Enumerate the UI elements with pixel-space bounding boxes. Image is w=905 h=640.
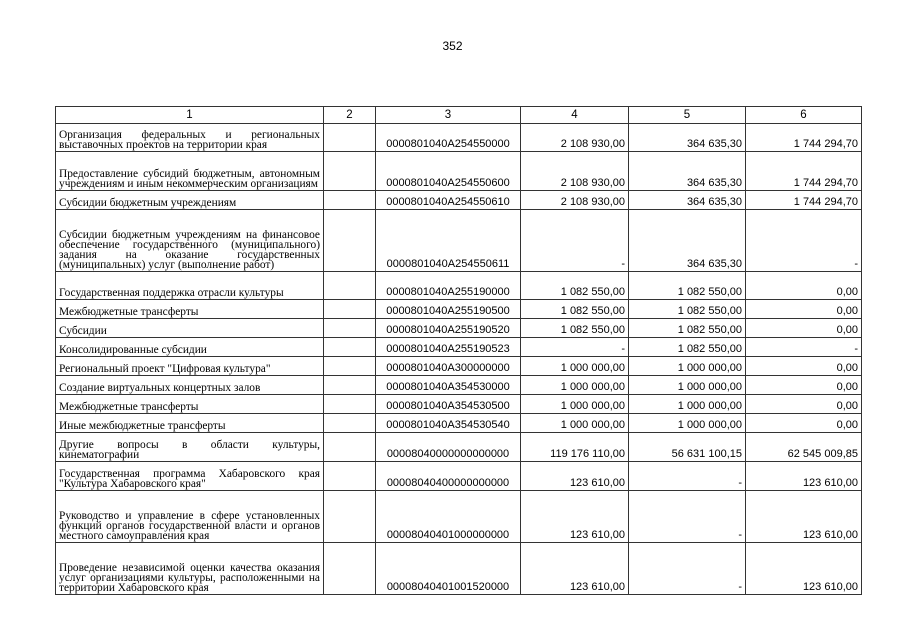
row-col2 xyxy=(324,376,376,395)
table-row xyxy=(56,357,862,376)
row-value-col5: 1 000 000,00 xyxy=(629,376,746,395)
row-value-col5: 364 635,30 xyxy=(629,191,746,210)
row-value-col4: 1 000 000,00 xyxy=(521,395,629,414)
row-value-col4: 1 082 550,00 xyxy=(521,272,629,300)
row-value-col4: 1 000 000,00 xyxy=(521,376,629,395)
row-col2 xyxy=(324,414,376,433)
table-header-row xyxy=(56,107,862,124)
row-value-col5: 364 635,30 xyxy=(629,124,746,152)
row-col2 xyxy=(324,395,376,414)
row-code: 00008040000000000000 xyxy=(376,433,521,462)
header-col-1: 1 xyxy=(56,107,324,124)
row-value-col5: 1 082 550,00 xyxy=(629,272,746,300)
row-name: Консолидированные субсидии xyxy=(56,338,324,357)
row-value-col6: 1 744 294,70 xyxy=(746,191,862,210)
table-row xyxy=(56,376,862,395)
row-name: Иные межбюджетные трансферты xyxy=(56,414,324,433)
row-value-col4: 2 108 930,00 xyxy=(521,191,629,210)
table-row xyxy=(56,210,862,272)
row-value-col4: - xyxy=(521,338,629,357)
table-row xyxy=(56,462,862,491)
row-col2 xyxy=(324,357,376,376)
row-value-col6: - xyxy=(746,210,862,272)
row-value-col5: - xyxy=(629,462,746,491)
row-value-col5: 1 082 550,00 xyxy=(629,338,746,357)
page-number: 352 xyxy=(442,39,463,53)
row-col2 xyxy=(324,152,376,191)
row-code: 0000801040A255190520 xyxy=(376,319,521,338)
table-row xyxy=(56,191,862,210)
row-value-col6: 123 610,00 xyxy=(746,543,862,595)
row-value-col4: 2 108 930,00 xyxy=(521,152,629,191)
row-name: Субсидии бюджетным учреждениям xyxy=(56,191,324,210)
row-value-col4: 123 610,00 xyxy=(521,462,629,491)
row-value-col6: 0,00 xyxy=(746,319,862,338)
row-value-col5: 1 082 550,00 xyxy=(629,300,746,319)
row-value-col4: - xyxy=(521,210,629,272)
row-name: Организация федеральных и региональных выставочных проектов на территории края xyxy=(56,124,324,152)
row-code: 0000801040A254550611 xyxy=(376,210,521,272)
row-value-col5: 56 631 100,15 xyxy=(629,433,746,462)
table-row xyxy=(56,414,862,433)
row-value-col5: 364 635,30 xyxy=(629,152,746,191)
row-value-col5: 1 000 000,00 xyxy=(629,357,746,376)
row-value-col6: 0,00 xyxy=(746,272,862,300)
row-name: Субсидии бюджетным учреждениям на финансовое обеспечение государственного (муниципального) задания на оказание государственных (муниципальных) услуг (выполнение работ) xyxy=(56,210,324,272)
row-value-col6: 0,00 xyxy=(746,376,862,395)
row-value-col4: 1 000 000,00 xyxy=(521,414,629,433)
row-value-col6: 0,00 xyxy=(746,414,862,433)
row-value-col6: 123 610,00 xyxy=(746,462,862,491)
row-col2 xyxy=(324,210,376,272)
row-code: 0000801040A255190500 xyxy=(376,300,521,319)
table-row xyxy=(56,300,862,319)
table-row xyxy=(56,272,862,300)
header-col-3: 3 xyxy=(376,107,521,124)
row-col2 xyxy=(324,543,376,595)
row-value-col5: 1 000 000,00 xyxy=(629,414,746,433)
row-value-col4: 2 108 930,00 xyxy=(521,124,629,152)
row-value-col6: 1 744 294,70 xyxy=(746,152,862,191)
table-row xyxy=(56,433,862,462)
row-name: Межбюджетные трансферты xyxy=(56,300,324,319)
row-name: Другие вопросы в области культуры, кинематографии xyxy=(56,433,324,462)
row-value-col4: 123 610,00 xyxy=(521,543,629,595)
budget-table xyxy=(55,106,862,595)
row-name: Проведение независимой оценки качества оказания услуг организациями культуры, расположенными на территории Хабаровского края xyxy=(56,543,324,595)
row-value-col4: 123 610,00 xyxy=(521,491,629,543)
table-row xyxy=(56,338,862,357)
row-value-col4: 1 082 550,00 xyxy=(521,300,629,319)
row-name: Руководство и управление в сфере установленных функций органов государственной власти и органов местного самоуправления края xyxy=(56,491,324,543)
row-col2 xyxy=(324,300,376,319)
header-col-6: 6 xyxy=(746,107,862,124)
row-code: 00008040401001520000 xyxy=(376,543,521,595)
header-col-4: 4 xyxy=(521,107,629,124)
table-row xyxy=(56,152,862,191)
row-code: 0000801040A300000000 xyxy=(376,357,521,376)
row-value-col6: 62 545 009,85 xyxy=(746,433,862,462)
table-row xyxy=(56,491,862,543)
table-row xyxy=(56,319,862,338)
table-row xyxy=(56,395,862,414)
row-code: 00008040401000000000 xyxy=(376,491,521,543)
row-value-col6: 1 744 294,70 xyxy=(746,124,862,152)
row-col2 xyxy=(324,272,376,300)
header-col-5: 5 xyxy=(629,107,746,124)
row-value-col5: - xyxy=(629,543,746,595)
row-name: Государственная программа Хабаровского края "Культура Хабаровского края" xyxy=(56,462,324,491)
row-code: 0000801040A354530500 xyxy=(376,395,521,414)
row-name: Государственная поддержка отрасли культуры xyxy=(56,272,324,300)
row-code: 0000801040A354530000 xyxy=(376,376,521,395)
row-value-col4: 119 176 110,00 xyxy=(521,433,629,462)
row-code: 0000801040A255190000 xyxy=(376,272,521,300)
row-col2 xyxy=(324,319,376,338)
row-code: 0000801040A254550600 xyxy=(376,152,521,191)
row-value-col6: 123 610,00 xyxy=(746,491,862,543)
row-name: Создание виртуальных концертных залов xyxy=(56,376,324,395)
row-name: Межбюджетные трансферты xyxy=(56,395,324,414)
row-col2 xyxy=(324,491,376,543)
row-value-col6: - xyxy=(746,338,862,357)
row-value-col6: 0,00 xyxy=(746,395,862,414)
row-col2 xyxy=(324,124,376,152)
row-code: 0000801040A255190523 xyxy=(376,338,521,357)
table-row xyxy=(56,543,862,595)
row-code: 0000801040A354530540 xyxy=(376,414,521,433)
row-col2 xyxy=(324,433,376,462)
header-col-2: 2 xyxy=(324,107,376,124)
row-name: Субсидии xyxy=(56,319,324,338)
row-col2 xyxy=(324,338,376,357)
row-col2 xyxy=(324,462,376,491)
row-value-col6: 0,00 xyxy=(746,357,862,376)
row-value-col5: 364 635,30 xyxy=(629,210,746,272)
row-col2 xyxy=(324,191,376,210)
row-value-col4: 1 082 550,00 xyxy=(521,319,629,338)
row-value-col6: 0,00 xyxy=(746,300,862,319)
row-code: 0000801040A254550610 xyxy=(376,191,521,210)
table-row xyxy=(56,124,862,152)
row-name: Региональный проект "Цифровая культура" xyxy=(56,357,324,376)
row-code: 0000801040A254550000 xyxy=(376,124,521,152)
row-value-col4: 1 000 000,00 xyxy=(521,357,629,376)
row-value-col5: 1 082 550,00 xyxy=(629,319,746,338)
row-value-col5: - xyxy=(629,491,746,543)
row-name: Предоставление субсидий бюджетным, автономным учреждениям и иным некоммерческим организациям xyxy=(56,152,324,191)
row-code: 00008040400000000000 xyxy=(376,462,521,491)
row-value-col5: 1 000 000,00 xyxy=(629,395,746,414)
